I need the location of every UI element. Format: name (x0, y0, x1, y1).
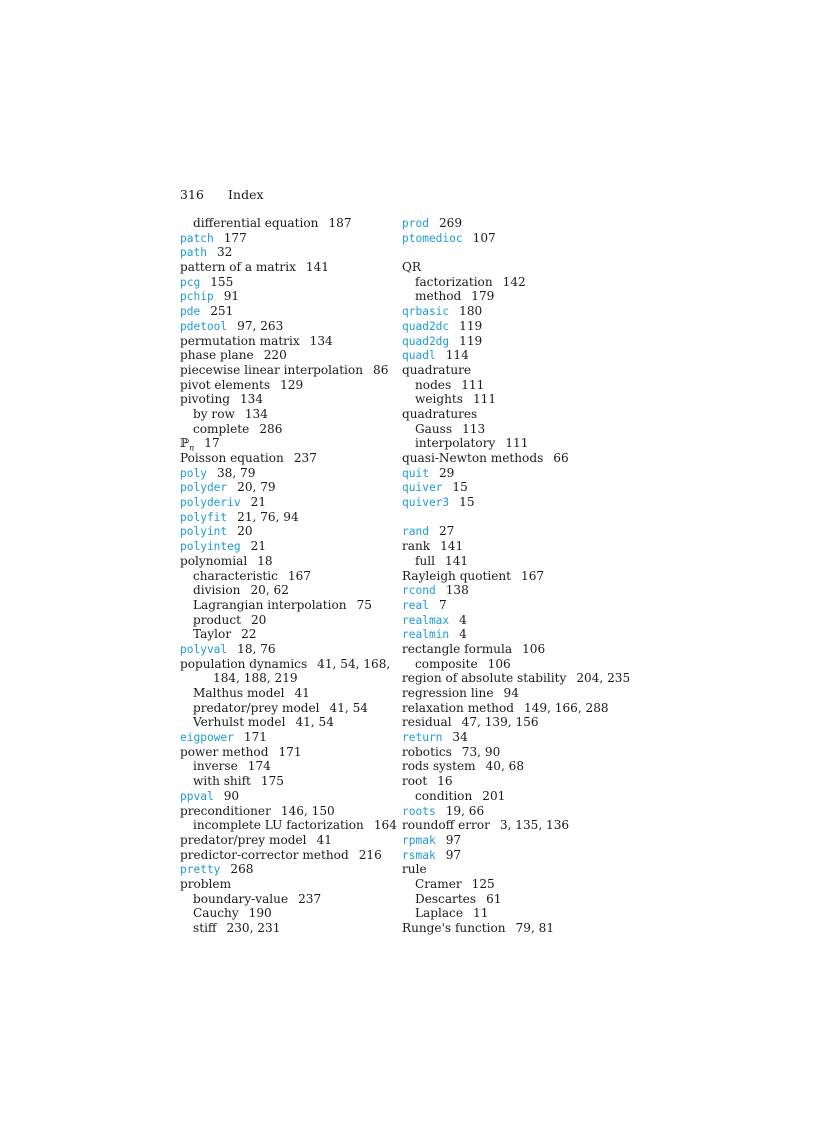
index-code-term: rcond (402, 584, 436, 598)
index-term: product (193, 612, 241, 627)
index-subentry (180, 818, 395, 833)
index-page-refs: 97, 263 (237, 318, 284, 333)
index-term: incomplete LU factorization (193, 818, 364, 833)
index-entry (402, 833, 617, 848)
index-term: rule (402, 862, 427, 877)
index-subentry (180, 892, 395, 907)
index-code-term: pdetool (180, 319, 228, 333)
index-page-refs: 97 (445, 832, 462, 847)
index-code-term: polyval (180, 642, 228, 656)
index-subentry (180, 569, 395, 584)
index-page-refs: 134 (239, 392, 264, 407)
index-column-right (402, 216, 631, 936)
index-entry (180, 378, 395, 393)
index-term: Descartes (415, 891, 477, 906)
index-entry (402, 818, 617, 833)
index-entry (402, 451, 617, 466)
index-subentry (180, 422, 395, 437)
index-term: condition (415, 788, 473, 803)
index-entry (402, 862, 617, 877)
index-page-refs: 79, 81 (515, 921, 555, 935)
index-page-refs: 141 (445, 553, 469, 568)
index-term: Rayleigh quotient (402, 568, 512, 583)
index-entry (402, 524, 617, 539)
index-page-refs: 91 (223, 289, 240, 304)
index-subentry (180, 598, 395, 613)
index-entry (402, 759, 617, 774)
index-code-term: rand (402, 525, 429, 539)
index-page-refs: 175 (260, 774, 285, 789)
index-entry (180, 466, 395, 481)
index-code-term: pchip (180, 290, 214, 304)
index-code-term: realmax (402, 613, 450, 627)
index-page-refs: 66 (553, 451, 569, 465)
index-page-refs: 41, 54 (295, 715, 334, 730)
index-term: stiff (193, 921, 217, 935)
index-page-refs: 167 (287, 568, 312, 583)
index-entry (402, 363, 617, 378)
index-page-refs: 38, 79 (216, 465, 256, 480)
index-term: rectangle formula (402, 641, 513, 656)
index-subentry (180, 759, 395, 774)
index-page-refs: 141 (440, 539, 464, 554)
index-subentry (402, 657, 617, 672)
index-page-refs: 171 (278, 744, 302, 759)
index-page-refs: 177 (223, 230, 247, 245)
index-entry (402, 539, 617, 554)
index-code-term: quit (402, 466, 429, 480)
index-entry (180, 642, 395, 657)
index-page-refs: 22 (241, 627, 257, 642)
index-entry (180, 554, 395, 569)
index-code-term: quadl (402, 349, 436, 363)
index-page-refs: 20, 62 (250, 583, 289, 598)
index-code-term: ppval (180, 789, 214, 803)
index-entry (402, 466, 617, 481)
index-code-term: quad2dg (402, 334, 450, 348)
index-term: boundary-value (193, 891, 289, 906)
index-subentry (402, 392, 617, 407)
index-page-refs: 187 (328, 216, 352, 230)
index-term: region of absolute stability (402, 671, 567, 686)
index-code-term: path (180, 246, 207, 260)
index-entry (180, 451, 395, 466)
index-page-refs: 73, 90 (461, 744, 501, 759)
index-page-refs: 201 (482, 788, 506, 803)
index-term: with shift (193, 774, 251, 789)
index-term: inverse (193, 759, 238, 774)
index-page-refs: 146, 150 (280, 803, 335, 818)
index-page-refs: 190 (248, 906, 272, 921)
index-page-refs: 41 (316, 832, 332, 847)
index-code-term: return (402, 731, 443, 745)
index-page-refs: 3, 135, 136 (499, 818, 570, 833)
index-code-term: realmin (402, 628, 450, 642)
index-entry (180, 657, 395, 672)
index-page-refs: 184, 188, 219 (213, 671, 298, 686)
index-page-refs: 32 (216, 245, 233, 260)
index-page-refs: 47, 139, 156 (461, 715, 539, 730)
index-term: population dynamics (180, 656, 308, 671)
index-entry (402, 304, 617, 319)
index-entry (402, 480, 617, 495)
index-subentry (180, 686, 395, 701)
index-page-refs: 61 (486, 891, 502, 906)
index-page-refs: 11 (473, 906, 489, 921)
index-subentry (180, 613, 395, 628)
index-term: differential equation (193, 216, 319, 230)
index-page-refs: 34 (452, 730, 468, 745)
index-page-refs: 90 (223, 788, 240, 803)
index-term: Malthus model (193, 686, 285, 700)
index-term: permutation matrix (180, 333, 300, 348)
index-entry (180, 745, 395, 760)
index-term: rods system (402, 759, 476, 774)
index-term: power method (180, 744, 269, 759)
index-term: predator/prey model (180, 832, 307, 847)
index-term: weights (415, 392, 463, 407)
index-page-refs: 21 (250, 539, 267, 554)
index-page-refs: 15 (459, 495, 475, 510)
index-page-refs: 4 (459, 612, 467, 627)
index-entry (180, 436, 395, 451)
index-entry (180, 319, 395, 334)
index-page-refs: 268 (230, 862, 254, 877)
index-page-refs: 119 (459, 333, 483, 348)
index-page-refs: 149, 166, 288 (524, 700, 609, 715)
index-entry (180, 231, 395, 246)
index-entry (180, 260, 395, 275)
index-entry (180, 730, 395, 745)
index-page-refs: 41, 54 (329, 700, 368, 715)
index-page-refs: 220 (263, 348, 287, 363)
index-subentry (180, 715, 395, 730)
index-term: Cauchy (193, 906, 239, 921)
index-page-refs: 75 (356, 597, 372, 612)
index-page-refs: 21, 76, 94 (237, 509, 299, 524)
index-page-refs: 97 (445, 847, 462, 862)
index-entry-continuation (180, 671, 395, 686)
index-page-refs: 4 (459, 627, 467, 642)
index-entry (402, 774, 617, 789)
index-term: complete (193, 421, 250, 436)
index-entry (180, 833, 395, 848)
index-entry (402, 348, 617, 363)
index-page-refs: 18, 76 (237, 641, 276, 656)
index-page-refs: 19, 66 (445, 803, 485, 818)
index-term: Verhulst model (193, 715, 286, 730)
index-entry (180, 848, 395, 863)
index-page-refs: 134 (309, 333, 333, 348)
index-term: Gauss (415, 421, 453, 436)
index-entry (180, 363, 395, 378)
index-term: factorization (415, 274, 493, 289)
index-entry (402, 715, 617, 730)
index-code-term: poly (180, 466, 207, 480)
index-subentry (402, 378, 617, 393)
index-entry (402, 231, 617, 246)
index-entry (402, 569, 617, 584)
index-code-term: roots (402, 804, 436, 818)
index-term: piecewise linear interpolation (180, 362, 363, 377)
index-page-refs: 113 (462, 421, 486, 436)
index-term: predator/prey model (193, 700, 320, 715)
index-term: problem (180, 876, 232, 891)
index-term: Taylor (193, 627, 232, 642)
index-page-refs: 164 (373, 818, 397, 833)
index-subentry (180, 774, 395, 789)
index-entry (402, 921, 617, 936)
index-entry (180, 480, 395, 495)
index-term: QR (402, 260, 422, 275)
index-term: root (402, 774, 428, 789)
index-term: polynomial (180, 553, 248, 568)
index-entry (402, 848, 617, 863)
index-term: by row (193, 406, 235, 421)
index-page-refs: 94 (503, 686, 519, 700)
index-subentry (180, 583, 395, 598)
index-page-refs: 286 (259, 421, 283, 436)
index-page-refs: 141 (305, 260, 330, 275)
index-term: preconditioner (180, 803, 271, 818)
index-entry (180, 539, 395, 554)
index-entry (180, 510, 395, 525)
index-page-refs: 138 (445, 583, 469, 598)
index-term: robotics (402, 744, 452, 759)
index-code-term: polyfit (180, 510, 228, 524)
index-term: roundoff error (402, 818, 490, 833)
index-term: interpolatory (415, 436, 496, 451)
index-entry (402, 407, 617, 422)
index-entry (402, 319, 617, 334)
index-term: Poisson equation (180, 451, 284, 465)
index-letter-gap (402, 245, 617, 260)
index-entry (180, 304, 395, 319)
index-term: regression line (402, 686, 494, 700)
index-page-refs: 106 (487, 656, 511, 671)
index-subentry (180, 701, 395, 716)
index-code-term: real (402, 598, 429, 612)
index-entry (180, 392, 395, 407)
index-page-refs: 251 (210, 304, 234, 319)
index-page-refs: 86 (373, 362, 389, 377)
index-entry (180, 245, 395, 260)
index-subentry (180, 627, 395, 642)
index-term: rank (402, 539, 431, 554)
index-term: characteristic (193, 568, 278, 583)
index-term: Cramer (415, 876, 462, 891)
index-entry (180, 804, 395, 819)
index-page-refs: 129 (280, 377, 304, 392)
index-entry (402, 745, 617, 760)
index-entry (402, 701, 617, 716)
index-code-term: quad2dc (402, 319, 450, 333)
index-entry (180, 877, 395, 892)
index-subentry (402, 789, 617, 804)
index-page-refs: 18 (257, 553, 273, 568)
index-page-refs: 41, 54, 168, (317, 656, 391, 671)
index-page-refs: 20 (250, 612, 267, 627)
index-entry (402, 804, 617, 819)
index-entry (402, 583, 617, 598)
index-term: pivot elements (180, 377, 271, 392)
index-entry (180, 524, 395, 539)
index-page-refs: 106 (522, 641, 546, 656)
index-page-refs: 230, 231 (226, 921, 281, 935)
index-page-refs: 20, 79 (237, 480, 276, 495)
index-subentry (180, 921, 395, 936)
index-page-refs: 269 (438, 216, 463, 230)
index-page-refs: 27 (438, 524, 455, 539)
index-code-term: polyint (180, 525, 228, 539)
index-page-refs: 167 (521, 568, 545, 583)
index-subentry (180, 407, 395, 422)
index-code-term: polyinteg (180, 540, 241, 554)
index-entry (402, 334, 617, 349)
index-page-refs: 29 (438, 465, 455, 480)
index-page-refs: 40, 68 (485, 759, 525, 774)
index-page-refs: 125 (471, 876, 495, 891)
index-page-refs: 134 (244, 406, 268, 421)
index-entry (402, 730, 617, 745)
index-term: method (415, 289, 462, 304)
index-page-refs: 114 (445, 348, 469, 363)
index-subentry (402, 436, 617, 451)
index-entry (180, 862, 395, 877)
index-entry (180, 334, 395, 349)
index-page-refs: 216 (358, 847, 382, 862)
index-term: quadratures (402, 406, 478, 421)
index-term: composite (415, 656, 478, 671)
index-subentry (402, 289, 617, 304)
index-subentry (180, 906, 395, 921)
index-page-refs: 15 (452, 480, 468, 495)
running-header (180, 187, 264, 202)
index-term: phase plane (180, 348, 254, 363)
index-code-term: prod (402, 217, 429, 230)
index-page-refs: 119 (459, 318, 483, 333)
index-code-term: rsmak (402, 848, 436, 862)
index-subentry (402, 275, 617, 290)
index-entry (402, 686, 617, 701)
index-subentry (402, 906, 617, 921)
index-term: residual (402, 715, 452, 730)
index-entry (402, 613, 617, 628)
index-code-term: qrbasic (402, 305, 450, 319)
index-term: relaxation method (402, 700, 514, 715)
index-entry (180, 495, 395, 510)
index-term: quadrature (402, 362, 472, 377)
index-subentry (402, 554, 617, 569)
index-page-refs: 41 (294, 686, 310, 700)
page-number: 316 (180, 187, 204, 202)
index-code-term: quiver (402, 481, 443, 495)
index-entry (180, 789, 395, 804)
index-page-refs: 7 (438, 597, 447, 612)
index-entry (402, 495, 617, 510)
index-term: pivoting (180, 392, 230, 407)
index-subentry (180, 216, 395, 231)
index-entry (402, 627, 617, 642)
index-term: full (415, 553, 436, 568)
index-term: predictor-corrector method (180, 847, 349, 862)
index-code-term: ptomedioc (402, 231, 463, 245)
index-code-term: polyder (180, 481, 228, 495)
index-entry (402, 216, 617, 231)
index-page-refs: 21 (250, 495, 267, 510)
index-page-refs: 171 (243, 730, 267, 745)
index-subentry (402, 422, 617, 437)
index-term: Runge's function (402, 921, 506, 935)
index-page-refs: 17 (204, 436, 220, 451)
index-entry (180, 289, 395, 304)
index-page-refs: 16 (437, 774, 453, 789)
index-page-refs: 237 (298, 891, 322, 906)
index-term: Laplace (415, 906, 463, 921)
index-code-term: rpmak (402, 833, 436, 847)
index-page-refs: 142 (502, 274, 526, 289)
index-code-term: eigpower (180, 731, 234, 745)
index-term: nodes (415, 377, 452, 392)
index-page-refs: 180 (459, 304, 483, 319)
index-entry (402, 671, 631, 686)
index-page-refs: 179 (471, 289, 495, 304)
index-page-refs: 174 (247, 759, 271, 774)
index-code-term: pcg (180, 275, 201, 289)
index-page-refs: 111 (461, 377, 485, 392)
index-page-refs: 107 (472, 230, 496, 245)
running-title: Index (228, 187, 264, 202)
index-term: pattern of a matrix (180, 260, 296, 275)
index-term: quasi-Newton methods (402, 451, 544, 465)
index-code-term: pretty (180, 863, 221, 877)
index-page-refs: 155 (210, 274, 234, 289)
index-page-refs: 237 (293, 451, 317, 465)
index-subentry (402, 877, 617, 892)
index-entry (402, 260, 617, 275)
index-code-term: pde (180, 305, 201, 319)
index-entry (402, 642, 617, 657)
index-column-left (180, 216, 395, 936)
index-entry (180, 275, 395, 290)
index-page-refs: 111 (472, 392, 497, 407)
index-entry (402, 598, 617, 613)
index-entry (180, 348, 395, 363)
index-page-refs: 20 (237, 524, 253, 539)
index-code-term: patch (180, 231, 214, 245)
index-letter-gap (402, 510, 617, 525)
index-term: Lagrangian interpolation (193, 597, 347, 612)
index-page-refs: 204, 235 (576, 671, 631, 686)
index-page-refs: 111 (505, 436, 529, 451)
index-subentry (402, 892, 617, 907)
index-code-term: polyderiv (180, 496, 241, 510)
index-code-term: quiver3 (402, 496, 450, 510)
index-term: division (193, 583, 241, 598)
index-term: ℙ$_n$ (180, 436, 195, 453)
